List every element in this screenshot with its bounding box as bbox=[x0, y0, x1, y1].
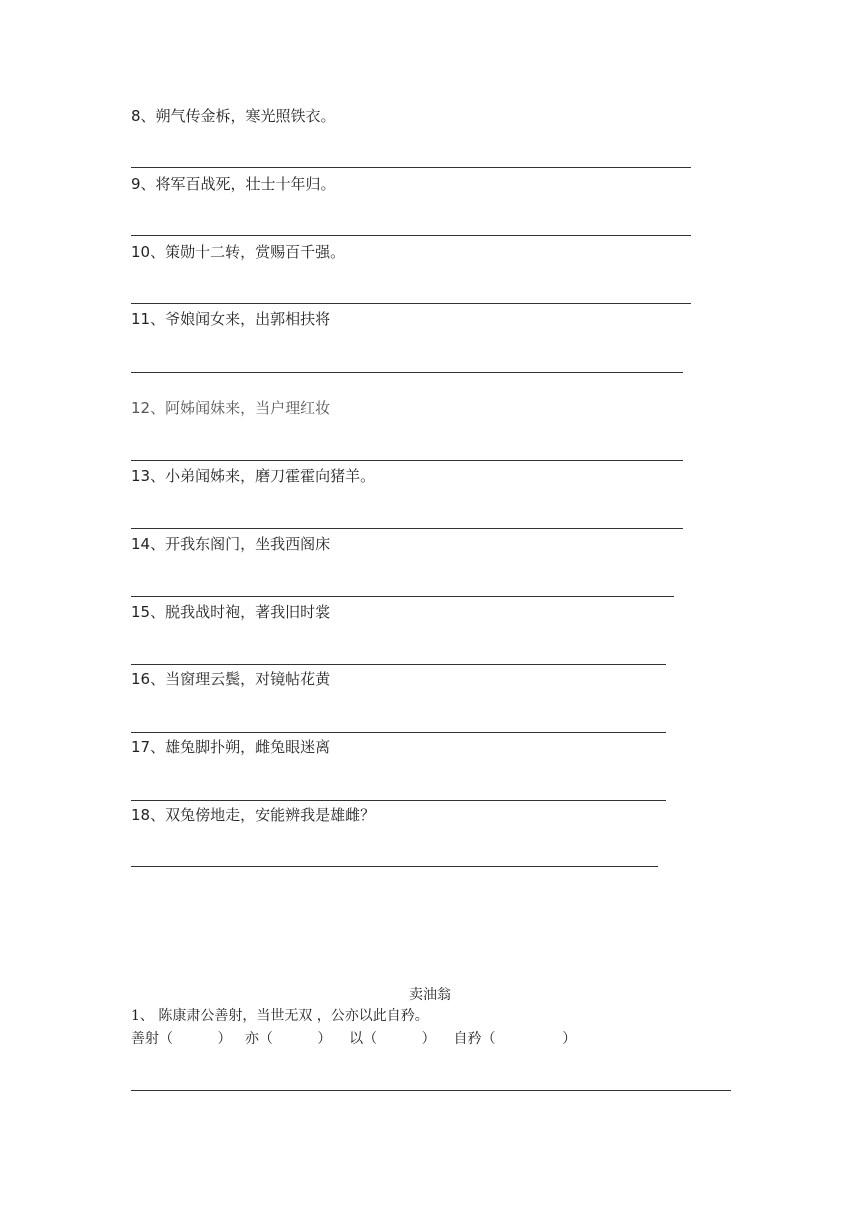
answer-line-13 bbox=[131, 528, 683, 529]
question-15: 15、脱我战时袍，著我旧时裳 bbox=[131, 603, 331, 621]
answer-line-15 bbox=[131, 664, 666, 665]
word-blanks: 善射（ ） 亦（ ） 以（ ） 自矜（ ） bbox=[131, 1031, 577, 1047]
answer-line-16 bbox=[131, 732, 666, 733]
answer-line-8 bbox=[131, 167, 691, 168]
question-11: 11、爷娘闻女来，出郭相扶将 bbox=[131, 310, 331, 328]
question-13: 13、小弟闻姊来，磨刀霍霍向猪羊。 bbox=[131, 467, 376, 485]
answer-line-12 bbox=[131, 460, 683, 461]
question-12: 12、阿姊闻妹来，当户理红妆 bbox=[131, 399, 331, 417]
question-16: 16、当窗理云鬓，对镜帖花黄 bbox=[131, 670, 331, 688]
answer-line-14 bbox=[131, 596, 674, 597]
question-14: 14、开我东阁门，坐我西阁床 bbox=[131, 535, 331, 553]
answer-line-10 bbox=[131, 303, 691, 304]
answer-line-9 bbox=[131, 235, 691, 236]
answer-line-section bbox=[131, 1090, 731, 1091]
question-18: 18、双兔傍地走，安能辨我是雄雌？ bbox=[131, 806, 376, 824]
answer-line-11 bbox=[131, 372, 683, 373]
section-title: 卖油翁 bbox=[409, 987, 451, 1003]
question-17: 17、雄兔脚扑朔，雌兔眼迷离 bbox=[131, 738, 331, 756]
answer-line-18 bbox=[131, 866, 658, 867]
question-10: 10、策勋十二转，赏赐百千强。 bbox=[131, 243, 346, 261]
answer-line-17 bbox=[131, 800, 666, 801]
question-8: 8、朔气传金柝，寒光照铁衣。 bbox=[131, 107, 336, 125]
section-question-1: 1、 陈康肃公善射，当世无双 ，公亦以此自矜。 bbox=[131, 1008, 429, 1024]
question-9: 9、将军百战死，壮士十年归。 bbox=[131, 175, 336, 193]
